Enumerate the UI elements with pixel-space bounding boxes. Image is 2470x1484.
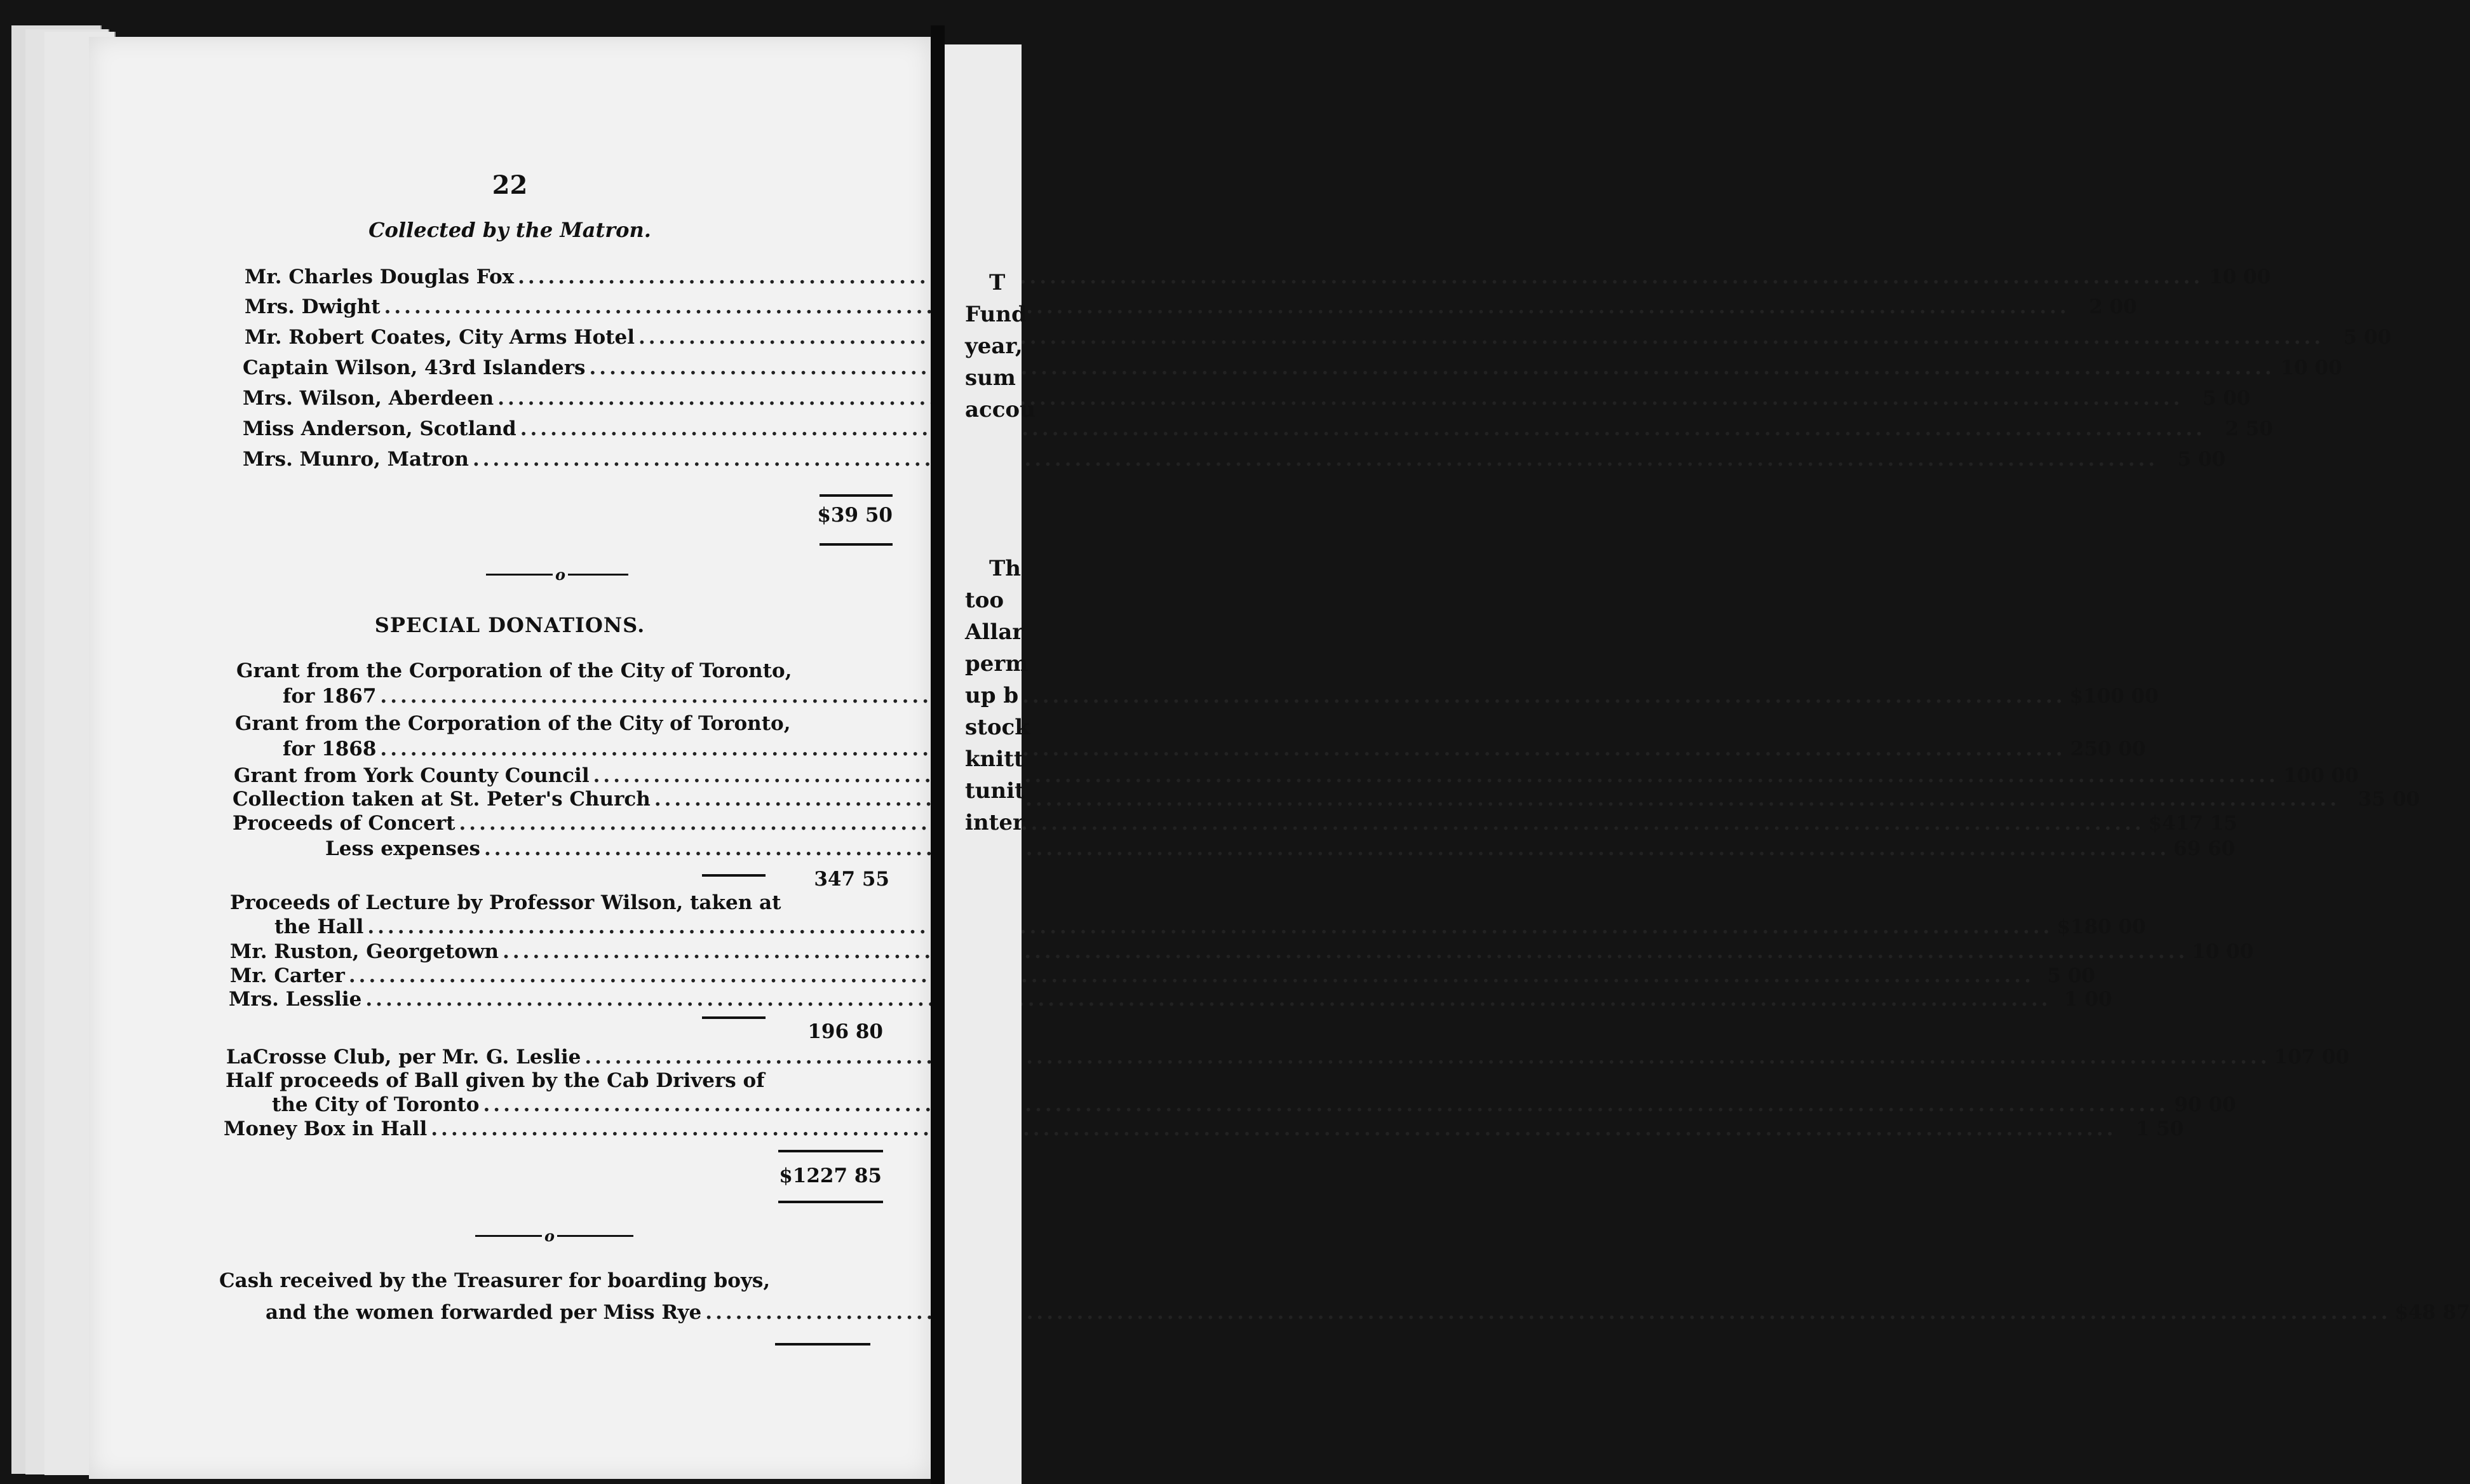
grant-1868-label: for 1868 [283, 738, 377, 760]
facing-text: too [965, 588, 1004, 613]
treasurer-line1: Cash received by the Treasurer for boarding boys, [219, 1269, 771, 1292]
leader-dots [349, 964, 2034, 987]
treasurer-label: and the women forwarded per Miss Rye [266, 1301, 702, 1324]
matron-total: $39 50 [817, 504, 893, 527]
donor-name: Mrs. Munro, Matron [243, 448, 469, 471]
grant-1867-label: for 1867 [283, 685, 377, 708]
ball-amount: 90 00 [2174, 1093, 2236, 1116]
donation-amount: 5 00 [2177, 448, 2226, 471]
donation-amount: 5 00 [2343, 326, 2392, 349]
total-rule [820, 543, 893, 546]
list-item [325, 837, 2236, 864]
ball-label: the City of Toronto [272, 1093, 480, 1116]
list-item [245, 266, 2271, 292]
list-item [272, 1093, 2236, 1120]
leader-dots [459, 812, 2145, 835]
carter-label: Mr. Carter [230, 964, 345, 987]
list-item [224, 1117, 2184, 1144]
treasurer-amount: $48 87 [2394, 1301, 2470, 1324]
facing-text: perm [965, 651, 1029, 677]
facing-text: T [989, 270, 1006, 295]
money-box-amount: 1 50 [2135, 1117, 2184, 1140]
subtotal-rule [702, 874, 766, 877]
section-separator [475, 1227, 633, 1245]
list-item [230, 940, 2254, 967]
facing-text: accou [965, 397, 1036, 422]
lecture-label: the Hall [274, 915, 364, 938]
concert-expenses-amount: 69 60 [2173, 837, 2236, 860]
leader-dots [654, 788, 2340, 811]
donor-name: Mr. Charles Douglas Fox [245, 266, 515, 288]
donor-name: Mrs. Dwight [245, 295, 381, 318]
leader-dots [473, 448, 2158, 471]
facing-text: year, [965, 334, 1023, 359]
donation-amount: 10 00 [2280, 356, 2342, 379]
facing-page [945, 44, 1036, 1484]
concert-net-amount: 347 55 [814, 868, 889, 891]
subtotal-rule [702, 1016, 766, 1019]
facing-text: sum [965, 365, 1016, 391]
lecture-line1: Proceeds of Lecture by Professor Wilson, taken at [230, 891, 781, 914]
book-gutter [931, 25, 945, 1484]
donation-amount: 5 00 [2202, 387, 2251, 410]
facing-text: knitt [965, 746, 1024, 772]
list-item [243, 417, 2273, 444]
leader-dots [431, 1117, 2116, 1140]
money-box-label: Money Box in Hall [224, 1117, 428, 1140]
facing-text: Allar [965, 619, 1024, 645]
separator-mark: o [544, 1227, 555, 1245]
leader-dots [590, 356, 2275, 379]
leader-dots [503, 940, 2188, 963]
leader-dots [380, 738, 2065, 760]
facing-text: Fund [965, 302, 1027, 327]
leader-dots [520, 417, 2206, 440]
total-rule [775, 1343, 870, 1346]
leader-dots [380, 685, 2065, 708]
grant-1868-line1: Grant from the Corporation of the City of Toronto, [235, 712, 791, 735]
church-collection-label: Collection taken at St. Peter's Church [233, 788, 651, 811]
total-rule [778, 1201, 883, 1203]
grant-1867-amount: $100 00 [2069, 685, 2159, 708]
donation-amount: 10 00 [2209, 266, 2271, 288]
lacrosse-amount: 107 00 [2274, 1046, 2350, 1069]
total-rule [778, 1150, 883, 1152]
leader-dots [638, 326, 2324, 349]
leader-dots [518, 266, 2203, 288]
donor-name: Mr. Robert Coates, City Arms Hotel [245, 326, 635, 349]
concert-label: Proceeds of Concert [233, 812, 456, 835]
concert-gross-amount: $417 15 [2148, 812, 2237, 835]
lecture-amount: $180 00 [2056, 915, 2146, 938]
total-rule [820, 494, 893, 497]
list-item [229, 988, 2112, 1015]
list-item [226, 1046, 2350, 1072]
ruston-amount: 10 00 [2192, 940, 2254, 963]
section-separator [486, 565, 628, 584]
carter-amount: 5 00 [2047, 964, 2095, 987]
matron-heading: Collected by the Matron. [368, 218, 651, 242]
leader-dots [483, 1093, 2168, 1116]
list-item [274, 915, 2146, 942]
york-council-label: Grant from York County Council [234, 764, 590, 787]
lesslie-amount: 1 00 [2064, 988, 2112, 1011]
leader-dots [497, 387, 2183, 410]
donor-name: Miss Anderson, Scotland [243, 417, 516, 440]
donation-amount: 2 50 [2225, 417, 2273, 440]
york-council-amount: 100 00 [2283, 764, 2359, 787]
list-item [230, 964, 2095, 991]
leader-dots [367, 915, 2053, 938]
lesslie-label: Mrs. Lesslie [229, 988, 362, 1011]
special-donations-total: $1227 85 [779, 1164, 882, 1187]
special-donations-heading: SPECIAL DONATIONS. [374, 613, 645, 637]
church-collection-amount: 35 00 [2358, 788, 2420, 811]
facing-text: up b [965, 683, 1019, 708]
leader-dots [484, 837, 2170, 860]
facing-text: stock [965, 715, 1030, 740]
ruston-label: Mr. Ruston, Georgetown [230, 940, 499, 963]
separator-mark: o [555, 565, 566, 584]
lecture-total: 196 80 [807, 1020, 883, 1043]
list-item [243, 448, 2226, 475]
grant-1867-line1: Grant from the Corporation of the City of Toronto, [236, 659, 792, 682]
facing-text: inter [965, 810, 1024, 835]
list-item [266, 1301, 2470, 1328]
facing-text: Th [989, 556, 1022, 581]
lacrosse-label: LaCrosse Club, per Mr. G. Leslie [226, 1046, 581, 1069]
page-number: 22 [492, 170, 528, 200]
concert-expenses-label: Less expenses [325, 837, 480, 860]
facing-text: tunit [965, 778, 1025, 804]
donation-amount: 2 00 [2089, 295, 2137, 318]
ball-line1: Half proceeds of Ball given by the Cab Drivers of [226, 1069, 765, 1092]
donor-name: Mrs. Wilson, Aberdeen [243, 387, 494, 410]
leader-dots [593, 764, 2279, 787]
leader-dots [584, 1046, 2270, 1069]
leader-dots [384, 295, 2070, 318]
donor-name: Captain Wilson, 43rd Islanders [243, 356, 586, 379]
grant-1868-amount: 250 00 [2070, 738, 2146, 760]
leader-dots [365, 988, 2051, 1011]
